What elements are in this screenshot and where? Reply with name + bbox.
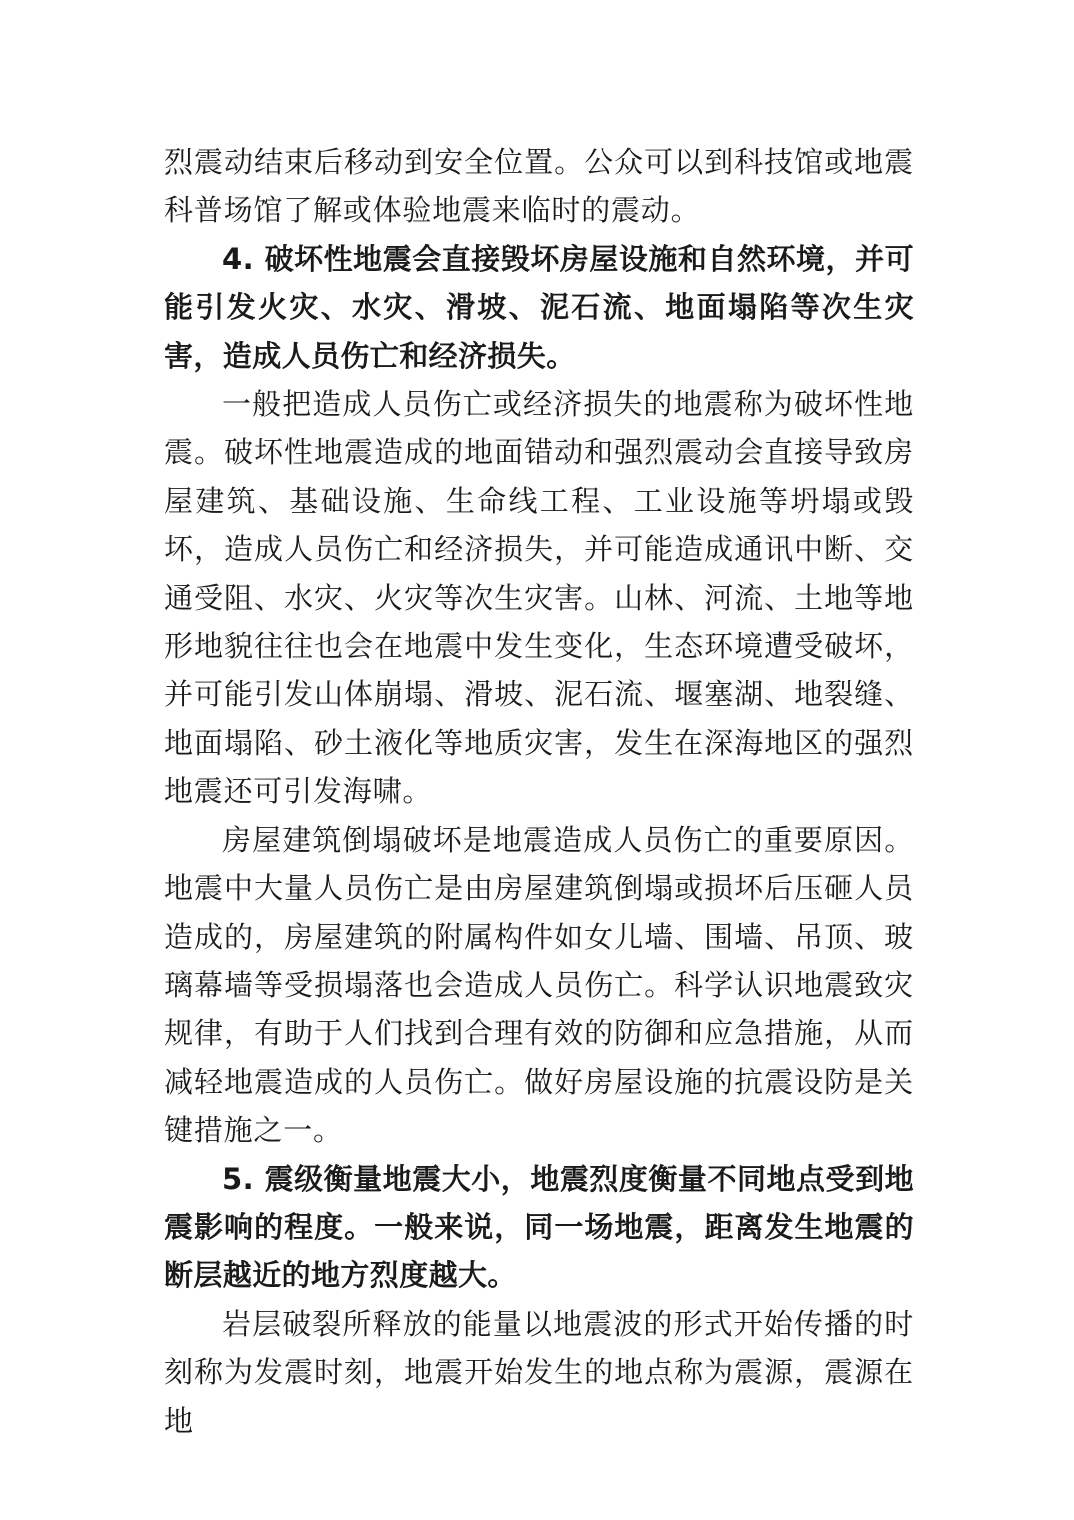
paragraph-origin-time: 岩层破裂所释放的能量以地震波的形式开始传播的时刻称为发震时刻，地震开始发生的地点称为震源，震源在地 [164, 1306, 914, 1438]
section-heading-5: 5. 震级衡量地震大小，地震烈度衡量不同地点受到地震影响的程度。一般来说，同一场地震，距离发生地震的断层越近的地方烈度越大。 [164, 1161, 914, 1293]
paragraph-destructive-earthquake-definition: 一般把造成人员伤亡或经济损失的地震称为破坏性地震。破坏性地震造成的地面错动和强烈震动会直接导致房屋建筑、基础设施、生命线工程、工业设施等坍塌或毁坏，造成人员伤亡和经济损失，并可能造成通讯中断、交通受阻、水灾、火灾等次生灾害。山林、河流、土地等地形地貌往往也会在地震中发生变化，生态环境遭受破坏，并可能引发山体崩塌、滑坡、泥石流、堰塞湖、地裂缝、地面塌陷、砂土液化等地质灾害，发生在深海地区的强烈地震还可引发海啸。 [164, 387, 914, 809]
paragraph-building-collapse: 房屋建筑倒塌破坏是地震造成人员伤亡的重要原因。地震中大量人员伤亡是由房屋建筑倒塌或损坏后压砸人员造成的，房屋建筑的附属构件如女儿墙、围墙、吊顶、玻璃幕墙等受损塌落也会造成人员伤亡。科学认识地震致灾规律，有助于人们找到合理有效的防御和应急措施，从而减轻地震造成的人员伤亡。做好房屋设施的抗震设防是关键措施之一。 [164, 822, 914, 1148]
document-body [164, 138, 914, 1445]
section-heading-4: 4. 破坏性地震会直接毁坏房屋设施和自然环境，并可能引发火灾、水灾、滑坡、泥石流、地面塌陷等次生灾害，造成人员伤亡和经济损失。 [164, 241, 914, 373]
paragraph-intro-continued: 烈震动结束后移动到安全位置。公众可以到科技馆或地震科普场馆了解或体验地震来临时的震动。 [164, 145, 914, 228]
